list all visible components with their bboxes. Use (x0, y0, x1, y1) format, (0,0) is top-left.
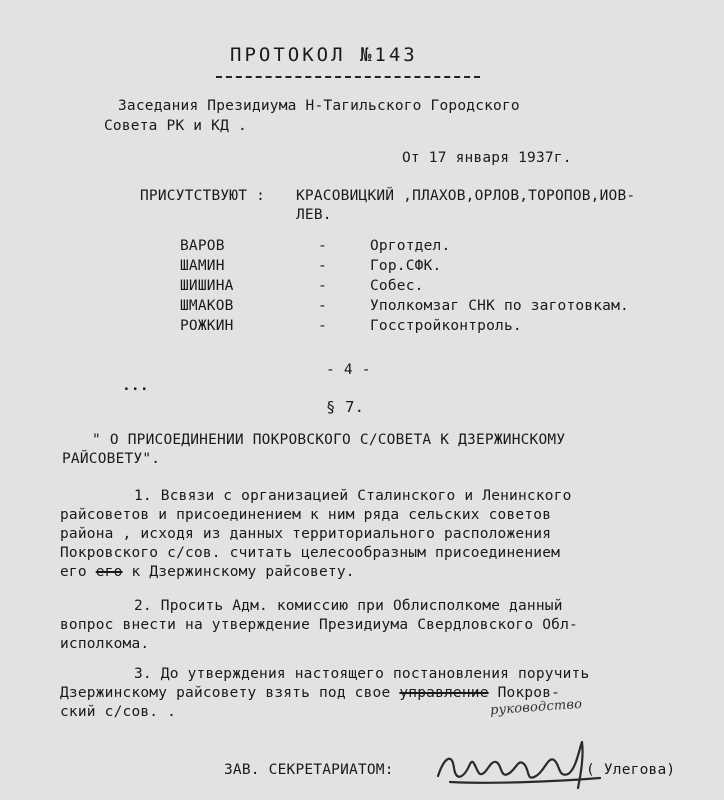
item1-line-5 (60, 564, 355, 580)
item1-line-5-end: к Дзержинскому райсовету. (122, 564, 355, 580)
item1-line-3: района , исходя из данных территориального расположения (60, 526, 552, 542)
item1-line-5-start: его (60, 564, 96, 580)
attendee-dash: - (318, 238, 327, 254)
document-title: ПРОТОКОЛ №143 (230, 44, 418, 66)
item2-line-3: исполкома. (60, 636, 150, 652)
item2-line-2: вопрос внести на утверждение Президиума Свердловского Обл- (60, 617, 578, 633)
attendee-role: Гор.СФК. (370, 258, 442, 274)
attendee-dash: - (318, 258, 327, 274)
attendee-name: РОЖКИН (180, 318, 234, 334)
item1-line-4: Покровского с/сов. считать целесообразным присоединением (60, 545, 561, 561)
secretary-name: ( Улегова) (586, 762, 676, 778)
attendee-dash: - (318, 278, 327, 294)
struck-word: управление (399, 685, 489, 701)
document-date: От 17 января 1937г. (402, 150, 572, 166)
item1-line-2: райсоветов и присоединением к ним ряда сельских советов (60, 507, 552, 523)
item1-line-1: 1. Всвязи с организацией Сталинского и Ленинского (134, 488, 572, 504)
item3-line-2-start: Дзержинскому райсовету взять под свое (60, 685, 400, 701)
title-underline (216, 76, 480, 78)
present-names-line-2: ЛЕВ. (296, 207, 332, 223)
present-label: ПРИСУТСТВУЮТ : (140, 188, 266, 204)
item3-line-3: ский с/сов. . (60, 704, 177, 720)
attendee-name: ВАРОВ (180, 238, 225, 254)
subject-line-2: РАЙСОВЕТУ". (62, 451, 161, 467)
attendee-role: Собес. (370, 278, 424, 294)
section-number: § 7. (326, 398, 365, 416)
item3-line-2 (60, 685, 560, 701)
present-names-line-1: КРАСОВИЦКИЙ ,ПЛАХОВ,ОРЛОВ,ТОРОПОВ,ИОВ- (296, 188, 636, 204)
attendee-dash: - (318, 318, 327, 334)
attendee-dash: - (318, 298, 327, 314)
secretary-label: ЗАВ. СЕКРЕТАРИАТОМ: (224, 762, 394, 778)
ellipsis: ... (122, 378, 149, 394)
item3-line-2-end: Покров- (488, 685, 561, 701)
attendee-role: Госстройконтроль. (370, 318, 522, 334)
header-line-2: Совета РК и КД . (104, 118, 247, 134)
handwritten-correction: руководство (489, 696, 583, 719)
subject-line-1: " О ПРИСОЕДИНЕНИИ ПОКРОВСКОГО С/СОВЕТА К ДЗЕРЖИНСКОМУ (92, 432, 566, 448)
page-marker: - 4 - (326, 362, 371, 378)
attendee-name: ШМАКОВ (180, 298, 234, 314)
attendee-name: ШАМИН (180, 258, 225, 274)
attendee-role: Уполкомзаг СНК по заготовкам. (370, 298, 629, 314)
header-line-1: Заседания Президиума Н-Тагильского Городского (118, 98, 520, 114)
attendee-role: Орготдел. (370, 238, 451, 254)
struck-word: его (95, 564, 123, 580)
item3-line-1: 3. До утверждения настоящего постановления поручить (134, 666, 590, 682)
item2-line-1: 2. Просить Адм. комиссию при Облисполкоме данный (134, 598, 563, 614)
handwritten-signature (430, 738, 610, 794)
attendee-name: ШИШИНА (180, 278, 234, 294)
